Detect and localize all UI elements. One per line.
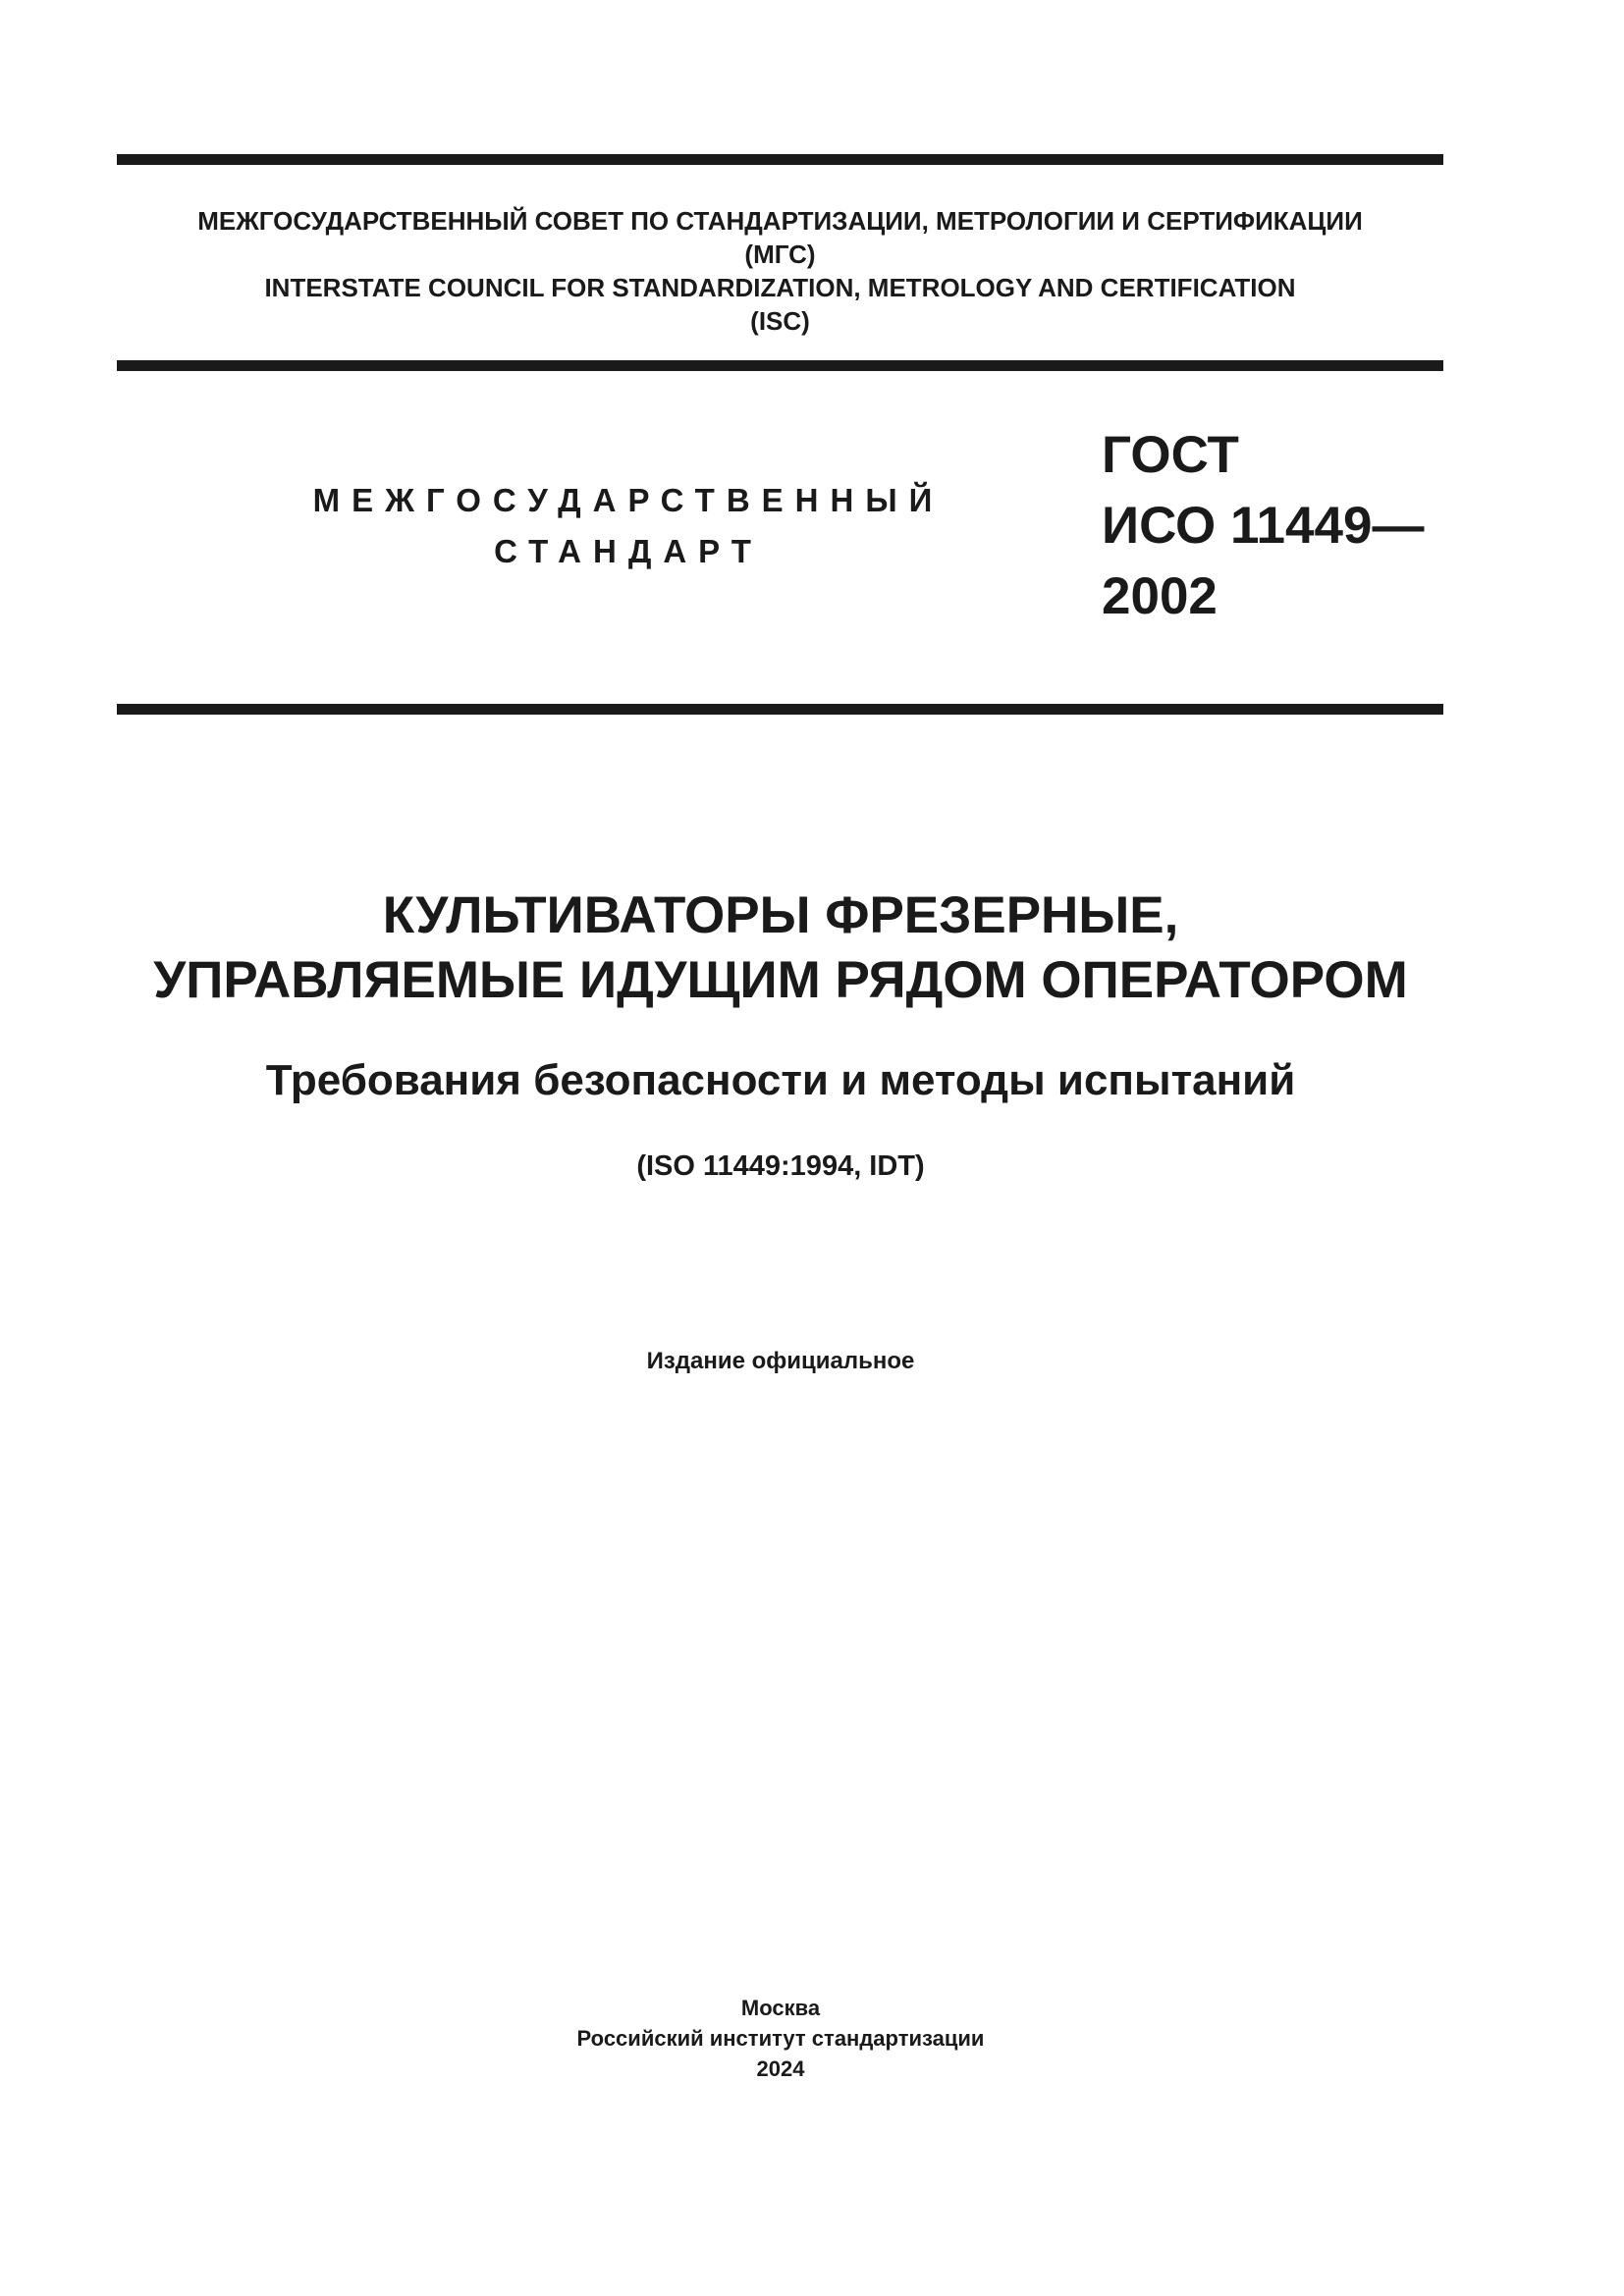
interstate-standard-label bbox=[285, 475, 972, 577]
header-divider-rule bbox=[117, 360, 1443, 371]
council-abbr-en: (ISC) bbox=[750, 306, 810, 336]
publisher-imprint bbox=[88, 1993, 1473, 2084]
standard-label-line1: МЕЖГОСУДАРСТВЕННЫЙ bbox=[312, 482, 945, 518]
designation-line1: ГОСТ bbox=[1102, 426, 1239, 484]
title-line2: УПРАВЛЯЕМЫЕ ИДУЩИМ РЯДОМ ОПЕРАТОРОМ bbox=[153, 951, 1408, 1009]
designation-divider-rule bbox=[117, 704, 1443, 715]
designation-line3: 2002 bbox=[1102, 567, 1218, 625]
council-name-en: INTERSTATE COUNCIL FOR STANDARDIZATION, METROLOGY AND CERTIFICATION bbox=[264, 273, 1296, 302]
council-name-ru: МЕЖГОСУДАРСТВЕННЫЙ СОВЕТ ПО СТАНДАРТИЗАЦИИ, МЕТРОЛОГИИ И СЕРТИФИКАЦИИ bbox=[197, 206, 1363, 236]
designation-line2: ИСО 11449— bbox=[1102, 497, 1425, 555]
council-abbr-ru: (МГС) bbox=[744, 240, 816, 269]
imprint-city: Москва bbox=[740, 1996, 821, 2020]
standard-label-line2: СТАНДАРТ bbox=[494, 533, 763, 569]
standard-designation bbox=[1102, 420, 1455, 632]
title-line1: КУЛЬТИВАТОРЫ ФРЕЗЕРНЫЕ, bbox=[382, 886, 1179, 944]
document-subtitle: Требования безопасности и методы испытаний bbox=[265, 1056, 1296, 1104]
council-header bbox=[117, 204, 1443, 338]
imprint-publisher: Российский институт стандартизации bbox=[576, 2026, 985, 2051]
document-title bbox=[88, 883, 1473, 1013]
top-rule bbox=[117, 154, 1443, 165]
iso-reference: (ISO 11449:1994, IDT) bbox=[636, 1150, 925, 1182]
imprint-year: 2024 bbox=[756, 2056, 805, 2081]
edition-note: Издание официальное bbox=[646, 1348, 915, 1374]
